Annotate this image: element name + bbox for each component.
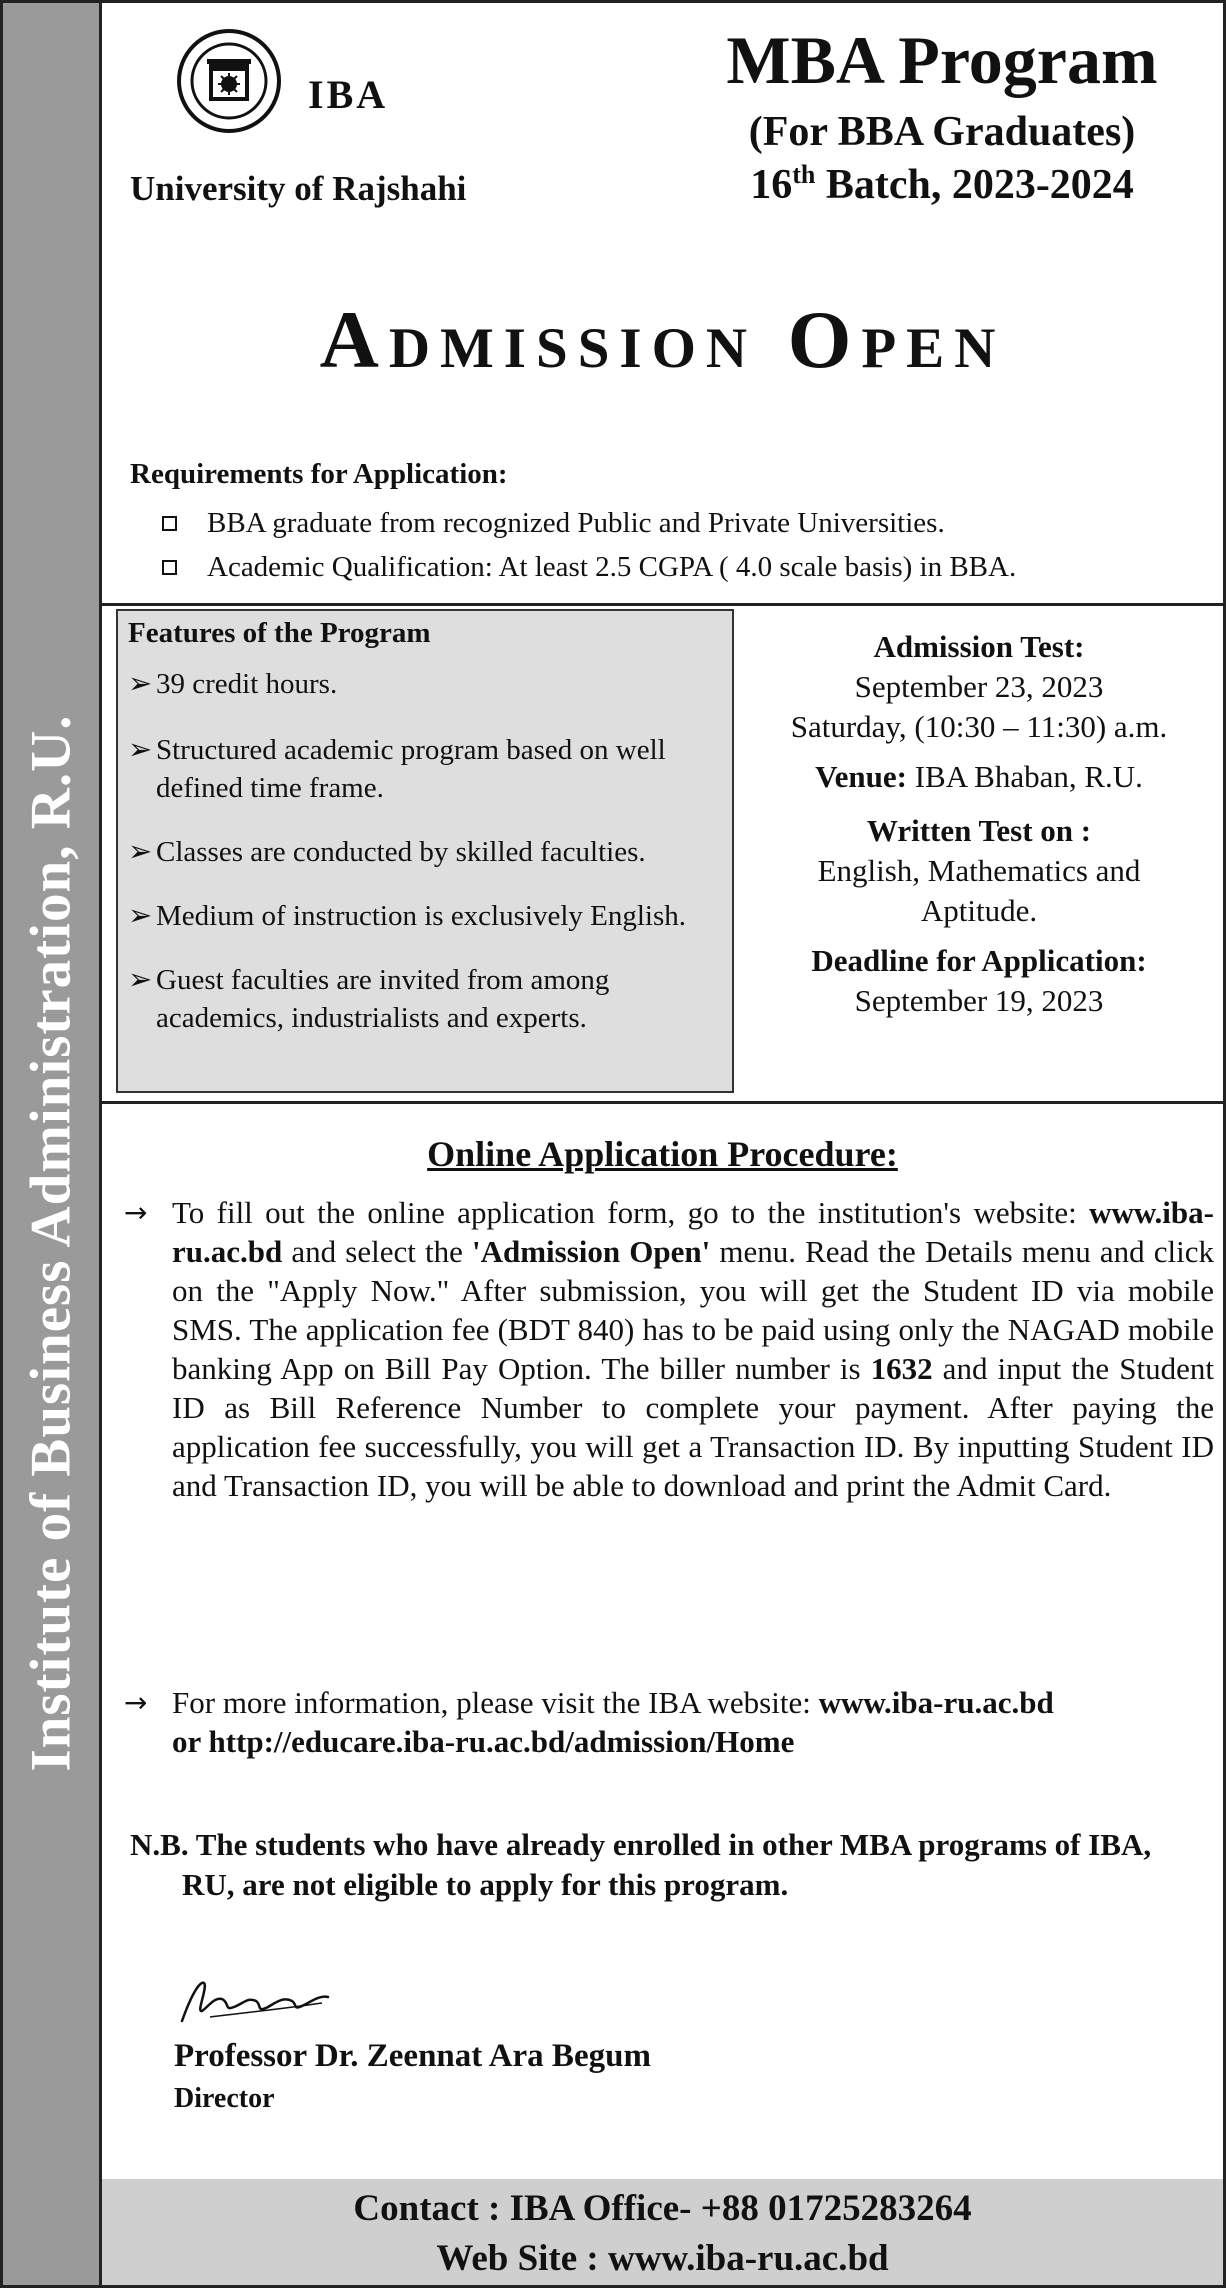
arrow-bullet-icon: ➢ xyxy=(128,734,153,766)
signature-image xyxy=(152,1963,352,2033)
features-box xyxy=(116,609,734,1093)
written-test-subjects-cont: Aptitude. xyxy=(920,893,1038,928)
checkbox-bullet-icon xyxy=(162,560,177,575)
deadline-label: Deadline for Application: xyxy=(811,943,1147,978)
arrow-right-icon: → xyxy=(124,1686,148,1719)
procedure-paragraph: → To fill out the online application form, go to the institution's website: www.iba-ru.ac.bd and select the 'Admission Open' menu. Read the Details menu and click on the "Apply Now." After submission, you will get the Student ID via mobile SMS. The application fee (BDT 840) has to be paid using only the NAGAD mobile banking App on Bill Pay Option. The biller number is 1632 and input the Student ID as Bill Reference Number to complete your payment. After paying the application fee successfully, you will get a Transaction ID. By inputting Student ID and Transaction ID, you will be able to download and print the Admit Card. xyxy=(124,1195,1215,1503)
admission-open-headline: Admission Open xyxy=(319,294,1006,385)
biller-number: 1632 xyxy=(870,1351,933,1386)
deadline-date: September 19, 2023 xyxy=(854,983,1104,1018)
arrow-bullet-icon: ➢ xyxy=(128,668,153,700)
divider xyxy=(102,1101,1223,1104)
divider xyxy=(102,603,1223,606)
batch-number: 16 xyxy=(750,162,793,208)
procedure-title: Online Application Procedure: xyxy=(427,1134,898,1174)
signatory-title: Director xyxy=(174,2083,275,2114)
requirements-title: Requirements for Application: xyxy=(130,458,508,490)
venue: Venue: IBA Bhaban, R.U. xyxy=(815,759,1143,794)
batch-years: Batch, 2023-2024 xyxy=(815,162,1134,208)
sidebar-band xyxy=(3,3,102,2285)
test-label: Admission Test: xyxy=(873,629,1085,664)
crest-graphic xyxy=(181,33,277,129)
main-content xyxy=(102,3,1223,2285)
signatory-name: Professor Dr. Zeennat Ara Begum xyxy=(174,2038,651,2074)
list-item: BBA graduate from recognized Public and Private Universities. xyxy=(162,501,1212,545)
website-info: Web Site : www.iba-ru.ac.bd xyxy=(436,2238,889,2279)
arrow-bullet-icon: ➢ xyxy=(128,964,153,996)
university-crest-icon xyxy=(177,29,281,133)
admission-test-info xyxy=(744,609,1214,1093)
arrow-bullet-icon: ➢ xyxy=(128,900,153,932)
arrow-bullet-icon: ➢ xyxy=(128,836,153,868)
contact-info: Contact : IBA Office- +88 01725283264 xyxy=(353,2188,972,2229)
list-item: Academic Qualification: At least 2.5 CGPA ( 4.0 scale basis) in BBA. xyxy=(162,545,1212,589)
institute-short-name: IBA xyxy=(308,72,389,117)
arrow-right-icon: → xyxy=(124,1196,148,1229)
university-name: University of Rajshahi xyxy=(130,169,467,208)
checkbox-bullet-icon xyxy=(162,516,177,531)
contact-footer xyxy=(102,2179,1223,2285)
feature-item: ➢ Guest faculties are invited from among academics, industrialists and experts. xyxy=(128,961,728,1037)
admission-link[interactable]: http://educare.iba-ru.ac.bd/admission/Home xyxy=(208,1724,795,1759)
feature-item: ➢ Classes are conducted by skilled faculties. xyxy=(128,833,728,871)
batch-info xyxy=(662,161,1222,209)
requirements-list xyxy=(162,501,1212,589)
sidebar-vertical-text: Institute of Business Administration, R.U. xyxy=(19,714,83,1772)
test-time: Saturday, (10:30 – 11:30) a.m. xyxy=(790,709,1168,744)
batch-suffix: th xyxy=(792,160,816,189)
feature-item: ➢ 39 credit hours. xyxy=(128,665,728,703)
written-test-subjects: English, Mathematics and xyxy=(817,853,1141,888)
note: N.B. The students who have already enrolled in other MBA programs of IBA, RU, are not eligible to apply for this program. xyxy=(130,1827,1152,1902)
feature-item: ➢ Medium of instruction is exclusively English. xyxy=(128,897,728,935)
website-link[interactable]: www.iba-ru.ac.bd xyxy=(172,1195,1214,1269)
procedure-paragraph: → For more information, please visit the IBA website: www.iba-ru.ac.bd or http://educare.iba-ru.ac.bd/admission/Home xyxy=(124,1685,1054,1759)
features-title: Features of the Program xyxy=(128,617,431,649)
program-title: MBA Program xyxy=(726,22,1158,98)
test-date: September 23, 2023 xyxy=(854,669,1104,704)
feature-item: ➢ Structured academic program based on well defined time frame. xyxy=(128,731,728,807)
written-test-label: Written Test on : xyxy=(866,813,1092,848)
website-link[interactable]: www.iba-ru.ac.bd xyxy=(818,1685,1054,1720)
program-subtitle: (For BBA Graduates) xyxy=(748,109,1136,155)
